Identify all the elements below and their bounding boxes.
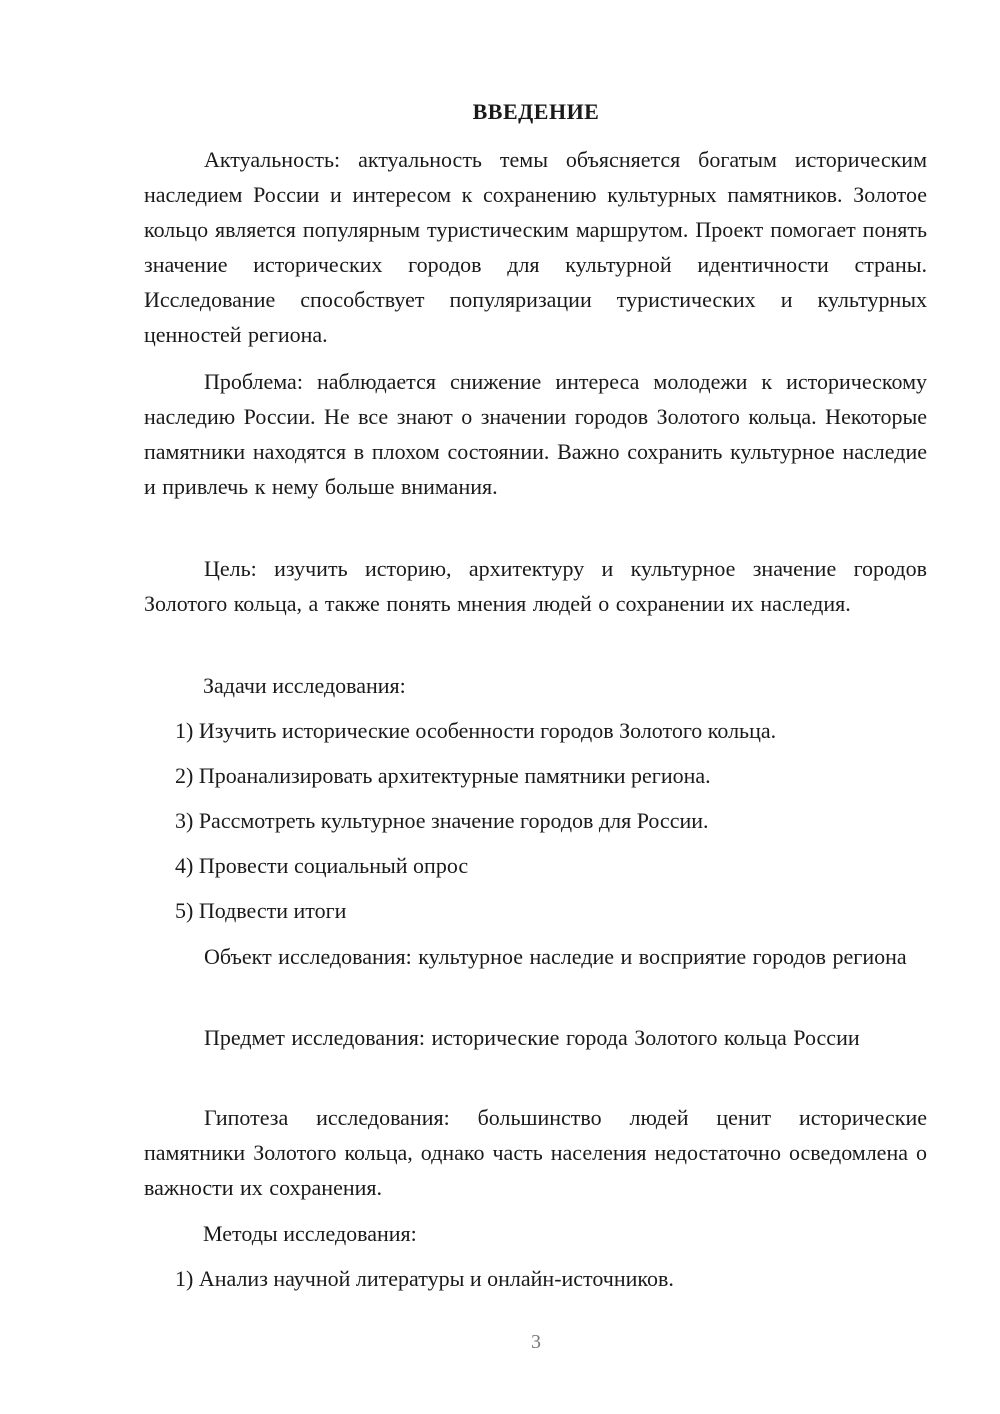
method-item-1: 1) Анализ научной литературы и онлайн-источников. bbox=[175, 1266, 674, 1291]
task-item-2: 2) Проанализировать архитектурные памятники региона. bbox=[175, 763, 711, 788]
page-number: 3 bbox=[531, 1331, 541, 1353]
goal-paragraph: Цель: изучить историю, архитектуру и культурное значение городов Золотого кольца, а также понять мнения людей о сохранении их наследия. bbox=[144, 556, 927, 616]
relevance-paragraph: Актуальность: актуальность темы объясняется богатым историческим наследием России и интересом к сохранению культурных памятников. Золотое кольцо является популярным туристическим маршрутом. Проект помогает понять значение исторических городов для культурной идентичности страны. Исследование способствует популяризации туристических и культурных ценностей региона. bbox=[144, 147, 927, 347]
section-title: ВВЕДЕНИЕ bbox=[472, 99, 600, 124]
methods-heading: Методы исследования: bbox=[203, 1221, 417, 1246]
hypothesis-paragraph: Гипотеза исследования: большинство людей ценит исторические памятники Золотого кольца, однако часть населения недостаточно осведомлена о важности их сохранения. bbox=[144, 1105, 927, 1200]
task-item-4: 4) Провести социальный опрос bbox=[175, 853, 469, 878]
task-item-1: 1) Изучить исторические особенности городов Золотого кольца. bbox=[175, 718, 777, 743]
problem-paragraph: Проблема: наблюдается снижение интереса молодежи к историческому наследию России. Не все знают о значении городов Золотого кольца. Некоторые памятники находятся в плохом состоянии. Важно сохранить культурное наследие и привлечь к нему больше внимания. bbox=[144, 369, 927, 499]
task-item-5: 5) Подвести итоги bbox=[175, 898, 347, 923]
tasks-heading: Задачи исследования: bbox=[203, 673, 406, 698]
subject-paragraph: Предмет исследования: исторические города Золотого кольца России bbox=[204, 1025, 860, 1050]
object-paragraph: Объект исследования: культурное наследие и восприятие городов региона bbox=[204, 944, 907, 969]
task-item-3: 3) Рассмотреть культурное значение городов для России. bbox=[175, 808, 709, 833]
